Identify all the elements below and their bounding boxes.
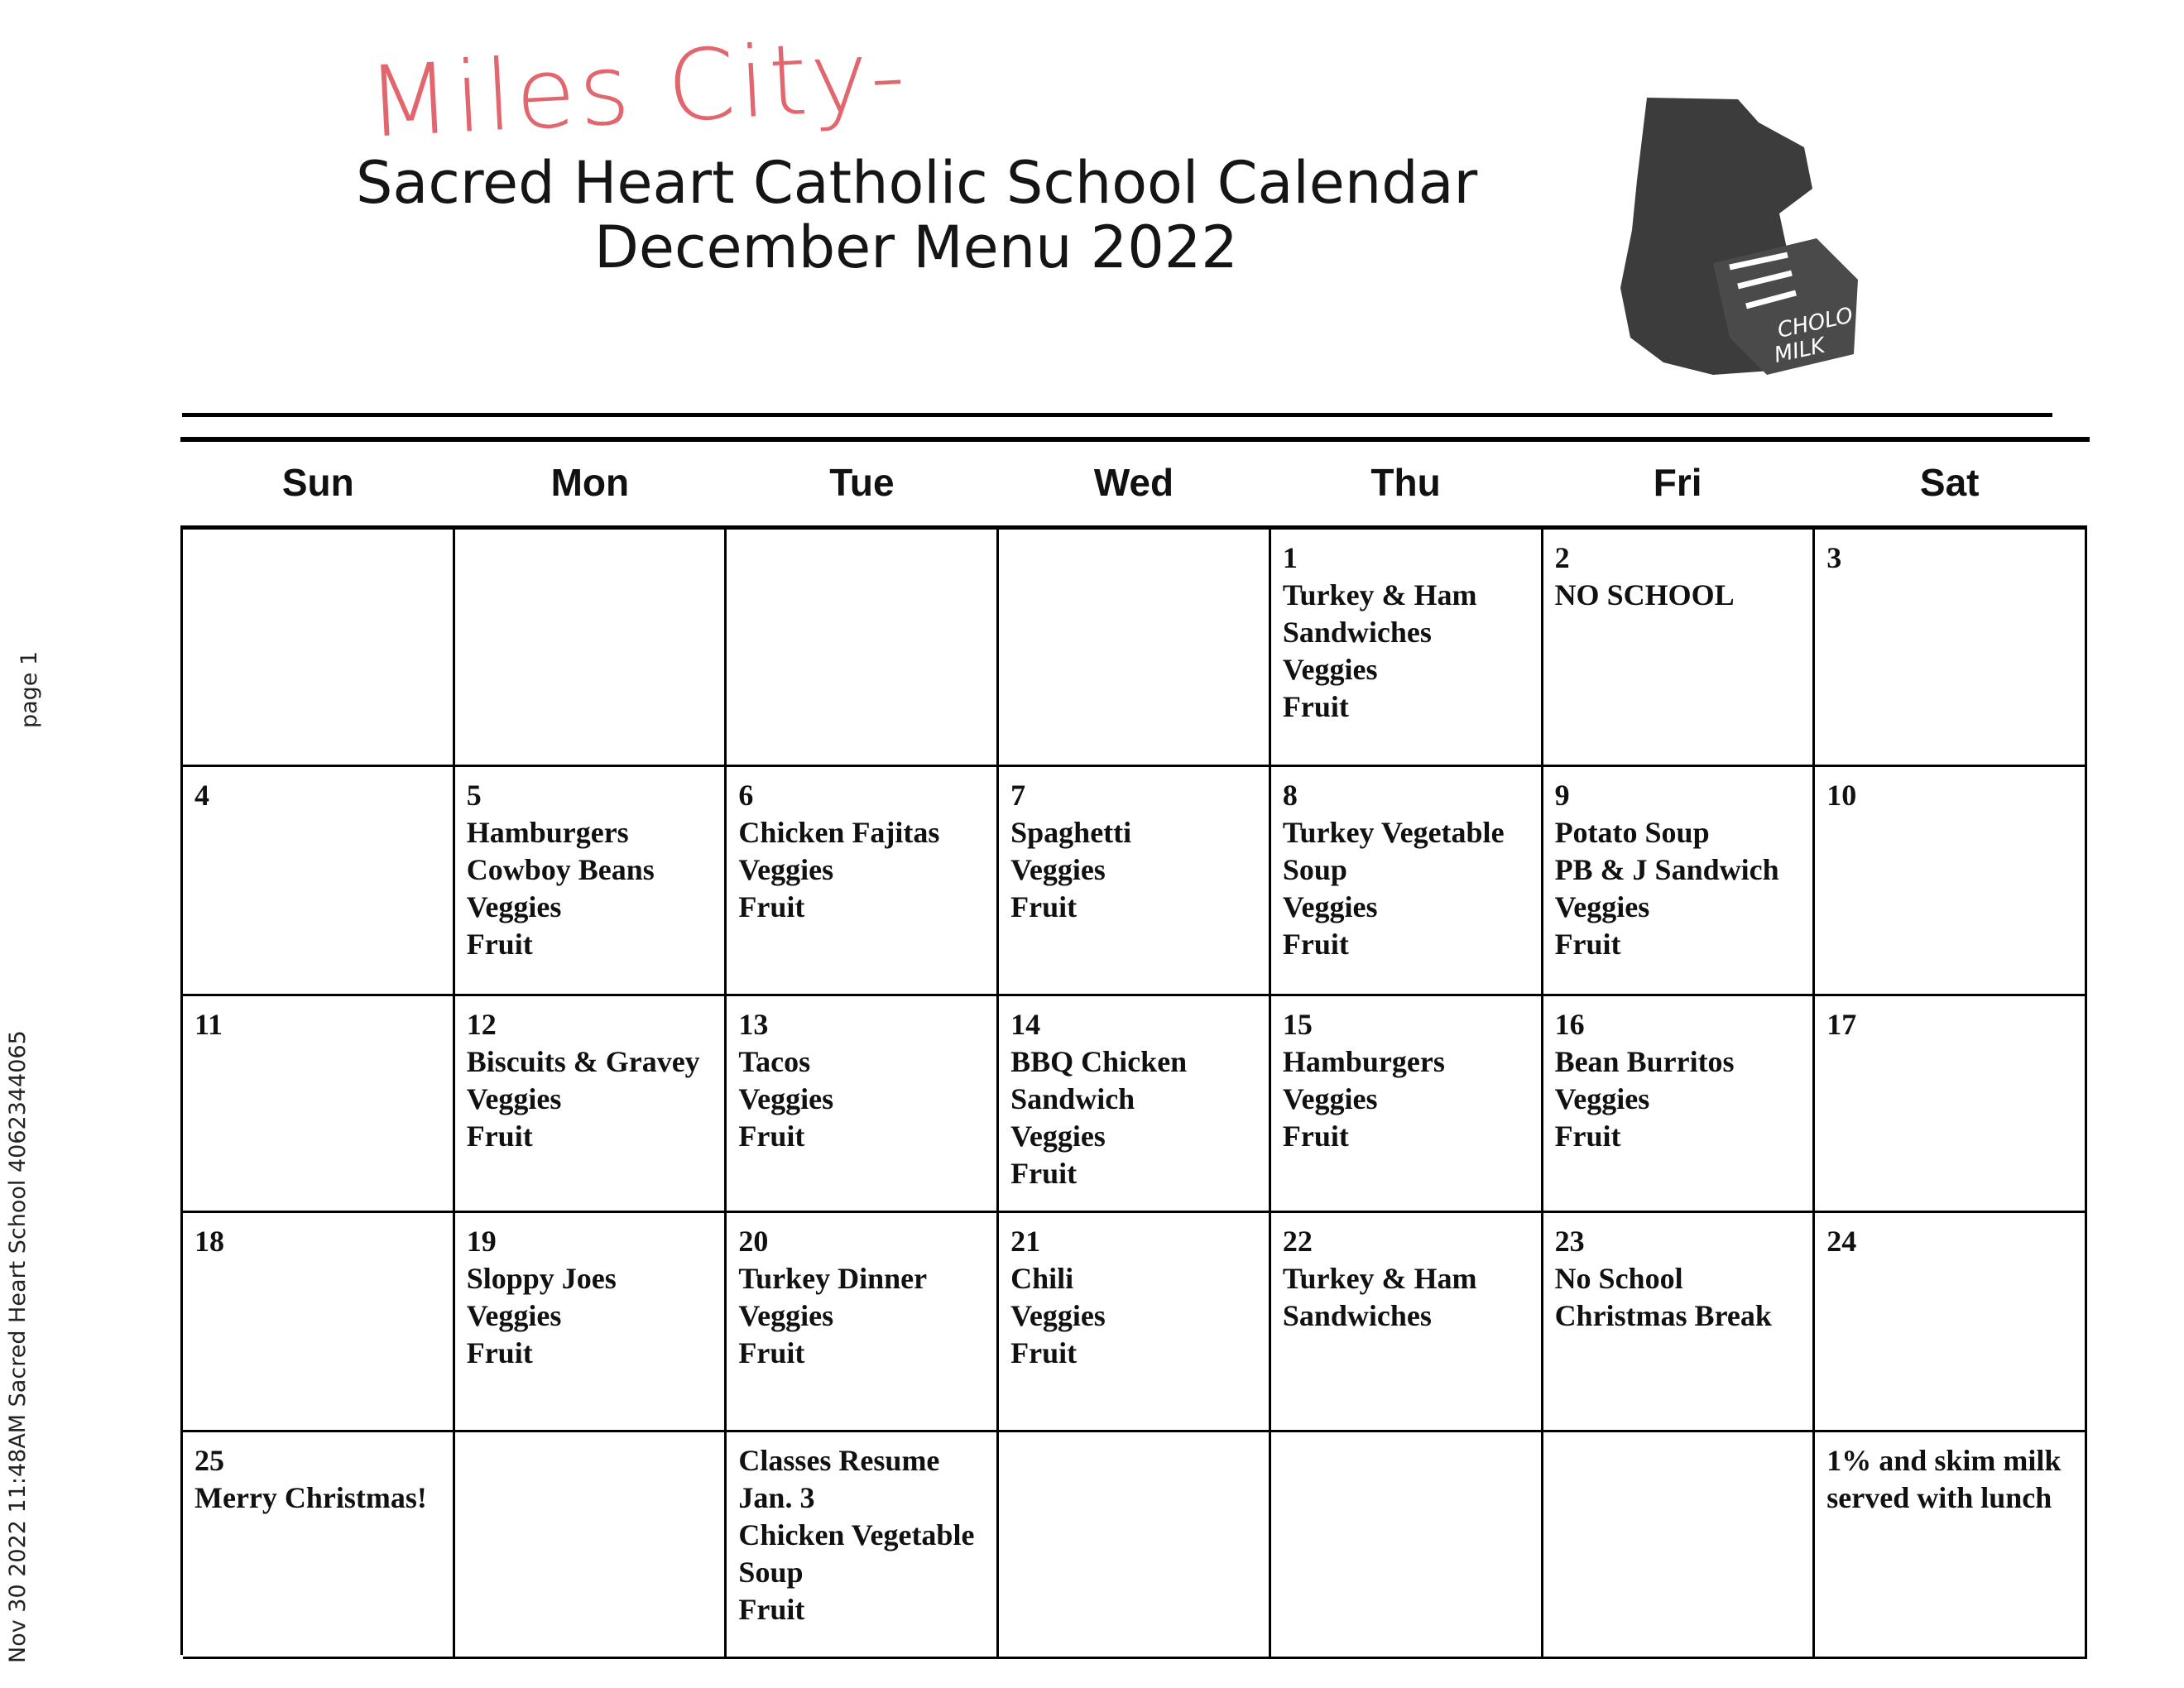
menu-item: Fruit: [738, 1336, 805, 1369]
menu-item: No School: [1554, 1262, 1683, 1295]
logo-text-1: CHOLO: [1775, 303, 1855, 343]
menu-item: Fruit: [1010, 890, 1078, 923]
calendar-day-cell: [1815, 767, 2087, 996]
menu-item: Fruit: [1282, 690, 1349, 723]
menu-item: Fruit: [466, 928, 533, 961]
calendar-day-cell: [1815, 996, 2087, 1213]
menu-item: Chili: [1010, 1262, 1074, 1295]
calendar-day-cell: [727, 1432, 999, 1659]
menu-item: Veggies: [466, 890, 562, 923]
menu-item: Chicken Vegetable: [738, 1518, 975, 1551]
calendar-day-cell: [455, 767, 727, 996]
header-rule-top: [182, 413, 2052, 417]
calendar-day-cell: [727, 530, 999, 767]
menu-item: Veggies: [1010, 1120, 1106, 1153]
menu-item: Turkey & Ham: [1282, 578, 1477, 611]
day-number: 18: [194, 1225, 224, 1258]
menu-item: Soup: [1282, 853, 1347, 886]
menu-item: PB & J Sandwich: [1554, 853, 1779, 886]
day-number: 2: [1554, 541, 1570, 574]
fax-timestamp: Nov 30 2022 11:48AM Sacred Heart School 4062344065: [5, 1030, 31, 1663]
day-number: 13: [738, 1008, 769, 1041]
menu-item: Spaghetti: [1010, 816, 1132, 849]
calendar-day-cell: [1271, 1432, 1543, 1659]
calendar-day-cell: [455, 1432, 727, 1659]
calendar-grid: [180, 525, 2087, 1655]
menu-item: Turkey & Ham: [1282, 1262, 1477, 1295]
calendar-day-cell: [183, 1432, 455, 1659]
day-number: 6: [738, 779, 754, 812]
day-number: 17: [1826, 1008, 1857, 1041]
calendar-day-cell: [1271, 530, 1543, 767]
menu-item: Christmas Break: [1554, 1299, 1772, 1332]
menu-item: Tacos: [738, 1045, 811, 1078]
menu-item: served with lunch: [1826, 1481, 2052, 1514]
menu-item: Soup: [738, 1556, 804, 1589]
menu-item: Fruit: [466, 1120, 533, 1153]
calendar-day-cell: [1543, 767, 1816, 996]
menu-item: Fruit: [738, 1120, 805, 1153]
calendar-day-cell: [183, 767, 455, 996]
handwritten-note: Miles City-: [364, 17, 912, 160]
day-number: 25: [194, 1444, 224, 1477]
calendar-subtitle: December Menu 2022: [594, 213, 1238, 281]
menu-item: Fruit: [738, 890, 805, 923]
menu-item: Classes Resume: [738, 1444, 940, 1477]
weekday-mon: Mon: [550, 461, 630, 504]
weekday-fri: Fri: [1653, 461, 1702, 504]
menu-item: Veggies: [738, 1299, 834, 1332]
calendar-day-cell: [1815, 1213, 2087, 1432]
menu-item: Merry Christmas!: [194, 1481, 427, 1514]
calendar-day-cell: [1543, 996, 1816, 1213]
day-number: 15: [1282, 1008, 1313, 1041]
calendar-day-cell: [727, 996, 999, 1213]
menu-item: Veggies: [738, 853, 834, 886]
menu-item: Jan. 3: [738, 1481, 815, 1514]
menu-item: Veggies: [1282, 653, 1378, 686]
calendar-day-cell: [455, 996, 727, 1213]
calendar-day-cell: [1543, 530, 1816, 767]
calendar-day-cell: [727, 1213, 999, 1432]
calendar-day-cell: [1815, 1432, 2087, 1659]
menu-item: Veggies: [1010, 1299, 1106, 1332]
menu-item: Chicken Fajitas: [738, 816, 940, 849]
calendar-day-cell: [1271, 767, 1543, 996]
menu-item: Fruit: [1554, 928, 1621, 961]
menu-item: Veggies: [1010, 853, 1106, 886]
calendar-day-cell: [455, 1213, 727, 1432]
calendar-day-cell: [183, 1213, 455, 1432]
menu-item: BBQ Chicken: [1010, 1045, 1188, 1078]
menu-item: Fruit: [1010, 1157, 1078, 1190]
calendar-day-cell: [183, 530, 455, 767]
menu-item: Veggies: [466, 1082, 562, 1115]
menu-item: Turkey Dinner: [738, 1262, 928, 1295]
calendar-day-cell: [999, 996, 1271, 1213]
menu-item: Fruit: [738, 1593, 805, 1626]
weekday-sun: Sun: [281, 461, 354, 504]
menu-item: Veggies: [738, 1082, 834, 1115]
menu-item: Veggies: [466, 1299, 562, 1332]
calendar-day-cell: [183, 996, 455, 1213]
menu-item: Sloppy Joes: [466, 1262, 617, 1295]
menu-item: 1% and skim milk: [1826, 1444, 2062, 1477]
menu-item: Fruit: [466, 1336, 533, 1369]
weekday-sat: Sat: [1919, 461, 1980, 504]
day-number: 23: [1554, 1225, 1585, 1258]
menu-item: Fruit: [1282, 928, 1349, 961]
calendar-day-cell: [1271, 1213, 1543, 1432]
menu-item: Hamburgers: [466, 816, 629, 849]
day-number: 20: [738, 1225, 769, 1258]
menu-item: Sandwiches: [1282, 616, 1432, 649]
day-number: 9: [1554, 779, 1570, 812]
day-number: 19: [466, 1225, 497, 1258]
menu-item: Veggies: [1282, 1082, 1378, 1115]
day-number: 24: [1826, 1225, 1857, 1258]
day-number: 5: [466, 779, 482, 812]
day-number: 7: [1010, 779, 1026, 812]
menu-item: Turkey Vegetable: [1282, 816, 1505, 849]
logo-text-2: MILK: [1772, 333, 1827, 368]
header-rule-bottom: [180, 437, 2090, 442]
calendar-day-cell: [999, 530, 1271, 767]
menu-item: Veggies: [1554, 1082, 1650, 1115]
day-number: 22: [1282, 1225, 1313, 1258]
menu-item: Fruit: [1554, 1120, 1621, 1153]
menu-item: Potato Soup: [1554, 816, 1710, 849]
weekday-thu: Thu: [1370, 461, 1441, 504]
calendar-day-cell: [999, 1213, 1271, 1432]
menu-item: Sandwich: [1010, 1082, 1135, 1115]
day-number: 3: [1826, 541, 1842, 574]
day-number: 14: [1010, 1008, 1041, 1041]
day-number: 21: [1010, 1225, 1041, 1258]
menu-item: Cowboy Beans: [466, 853, 655, 886]
day-number: 12: [466, 1008, 497, 1041]
menu-item: Fruit: [1010, 1336, 1078, 1369]
calendar-day-cell: [727, 767, 999, 996]
menu-item: NO SCHOOL: [1554, 578, 1735, 611]
weekday-wed: Wed: [1093, 461, 1174, 504]
day-number: 11: [194, 1008, 223, 1041]
menu-item: Fruit: [1282, 1120, 1349, 1153]
day-number: 10: [1826, 779, 1857, 812]
menu-item: Veggies: [1282, 890, 1378, 923]
calendar-title: Sacred Heart Catholic School Calendar: [356, 149, 1478, 217]
weekday-header: [182, 453, 2086, 520]
day-number: 1: [1282, 541, 1298, 574]
weekday-tue: Tue: [829, 461, 895, 504]
day-number: 8: [1282, 779, 1298, 812]
fax-page-number: page 1: [17, 650, 42, 728]
calendar-day-cell: [1543, 1213, 1816, 1432]
calendar-day-cell: [999, 1432, 1271, 1659]
chocolate-milk-carton-icon: [1614, 89, 1862, 387]
calendar-day-cell: [1543, 1432, 1816, 1659]
day-number: 16: [1554, 1008, 1585, 1041]
calendar-day-cell: [1271, 996, 1543, 1213]
calendar-day-cell: [999, 767, 1271, 996]
menu-item: Bean Burritos: [1554, 1045, 1735, 1078]
menu-item: Biscuits & Gravey: [466, 1045, 700, 1078]
menu-item: Sandwiches: [1282, 1299, 1432, 1332]
calendar-day-cell: [455, 530, 727, 767]
menu-item: Hamburgers: [1282, 1045, 1445, 1078]
calendar-day-cell: [1815, 530, 2087, 767]
day-number: 4: [194, 779, 209, 812]
menu-item: Veggies: [1554, 890, 1650, 923]
